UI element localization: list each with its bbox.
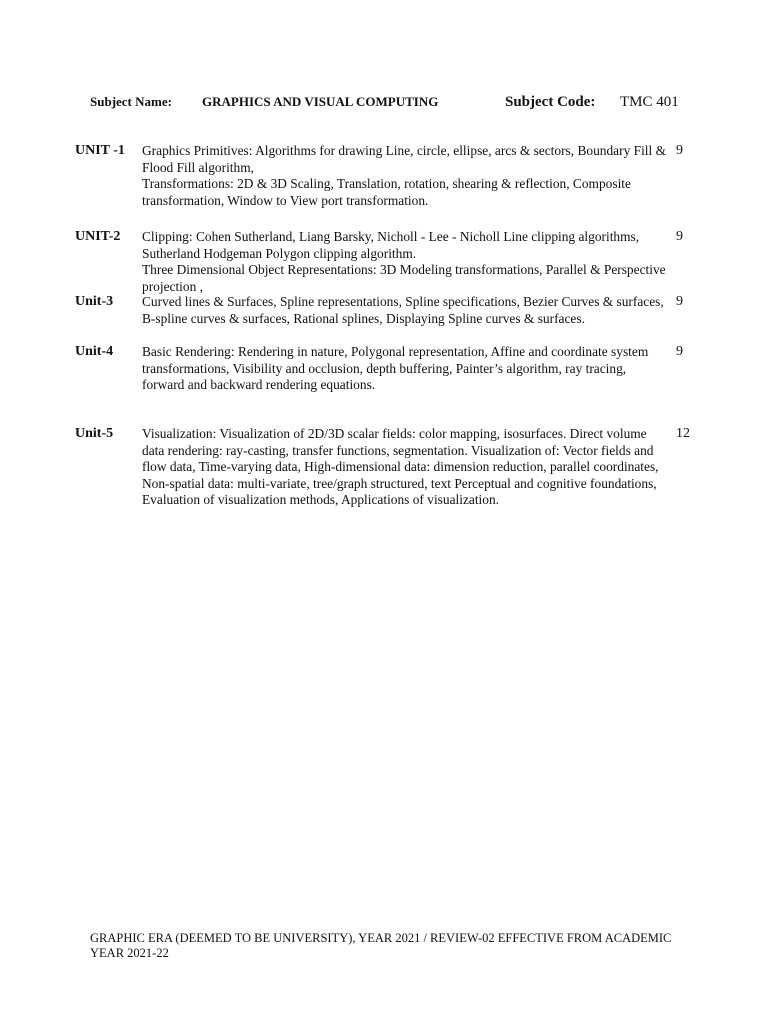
unit-hours: 12 xyxy=(676,426,690,441)
page-footer: GRAPHIC ERA (DEEMED TO BE UNIVERSITY), YEAR 2021 / REVIEW-02 EFFECTIVE FROM ACADEMIC YEAR 2021-22 xyxy=(90,931,672,960)
unit-label: Unit-5 xyxy=(75,426,114,441)
unit-label: Unit-3 xyxy=(75,294,114,309)
unit-content xyxy=(142,344,666,394)
unit-hours: 9 xyxy=(676,294,683,309)
unit-paragraph: Basic Rendering: Rendering in nature, Polygonal representation, Affine and coordinate system transformations, Visibility and occlusion, depth buffering, Painter’s algorithm, ray tracing, forward and backward rendering equations. xyxy=(142,344,649,393)
unit-paragraph: Curved lines & Surfaces, Spline representations, Spline specifications, Bezier Curves & surfaces, B-spline curves & surfaces, Rational splines, Displaying Spline curves & surfaces. xyxy=(142,294,664,326)
unit-hours: 9 xyxy=(676,143,683,158)
subject-code: TMC 401 xyxy=(620,94,679,110)
unit-paragraph: Three Dimensional Object Representations: 3D Modeling transformations, Parallel & Perspective projection , xyxy=(142,262,666,294)
unit-label: UNIT-2 xyxy=(75,229,121,244)
unit-hours: 9 xyxy=(676,229,683,244)
unit-hours: 9 xyxy=(676,344,683,359)
unit-paragraph: Graphics Primitives: Algorithms for drawing Line, circle, ellipse, arcs & sectors, Boundary Fill & Flood Fill algorithm, xyxy=(142,143,666,175)
unit-paragraph: Clipping: Cohen Sutherland, Liang Barsky, Nicholl - Lee - Nicholl Line clipping algorithms, Sutherland Hodgeman Polygon clipping algorithm. xyxy=(142,229,640,261)
subject-name: GRAPHICS AND VISUAL COMPUTING xyxy=(202,94,439,109)
subject-name-label: Subject Name: xyxy=(90,94,172,109)
unit-content xyxy=(142,229,666,295)
unit-content xyxy=(142,143,666,209)
unit-content xyxy=(142,294,666,327)
unit-label: Unit-4 xyxy=(75,344,114,359)
unit-label: UNIT -1 xyxy=(75,143,125,158)
unit-paragraph: Transformations: 2D & 3D Scaling, Translation, rotation, shearing & reflection, Composite transformation, Window to View port transformation. xyxy=(142,176,631,208)
unit-content xyxy=(142,426,666,509)
subject-code-label: Subject Code: xyxy=(505,94,596,110)
unit-paragraph: Visualization: Visualization of 2D/3D scalar fields: color mapping, isosurfaces. Direct volume data rendering: ray-casting, transfer functions, segmentation. Visualization of: Vector fields and flow data, Time-varying data, High-dimensional data: dimension reduction, parallel coordinates, Non-spatial data: multi-variate, tree/graph structured, text Perceptual and cognitive foundations, Evaluation of visualization methods, Applications of visualization. xyxy=(142,426,659,508)
